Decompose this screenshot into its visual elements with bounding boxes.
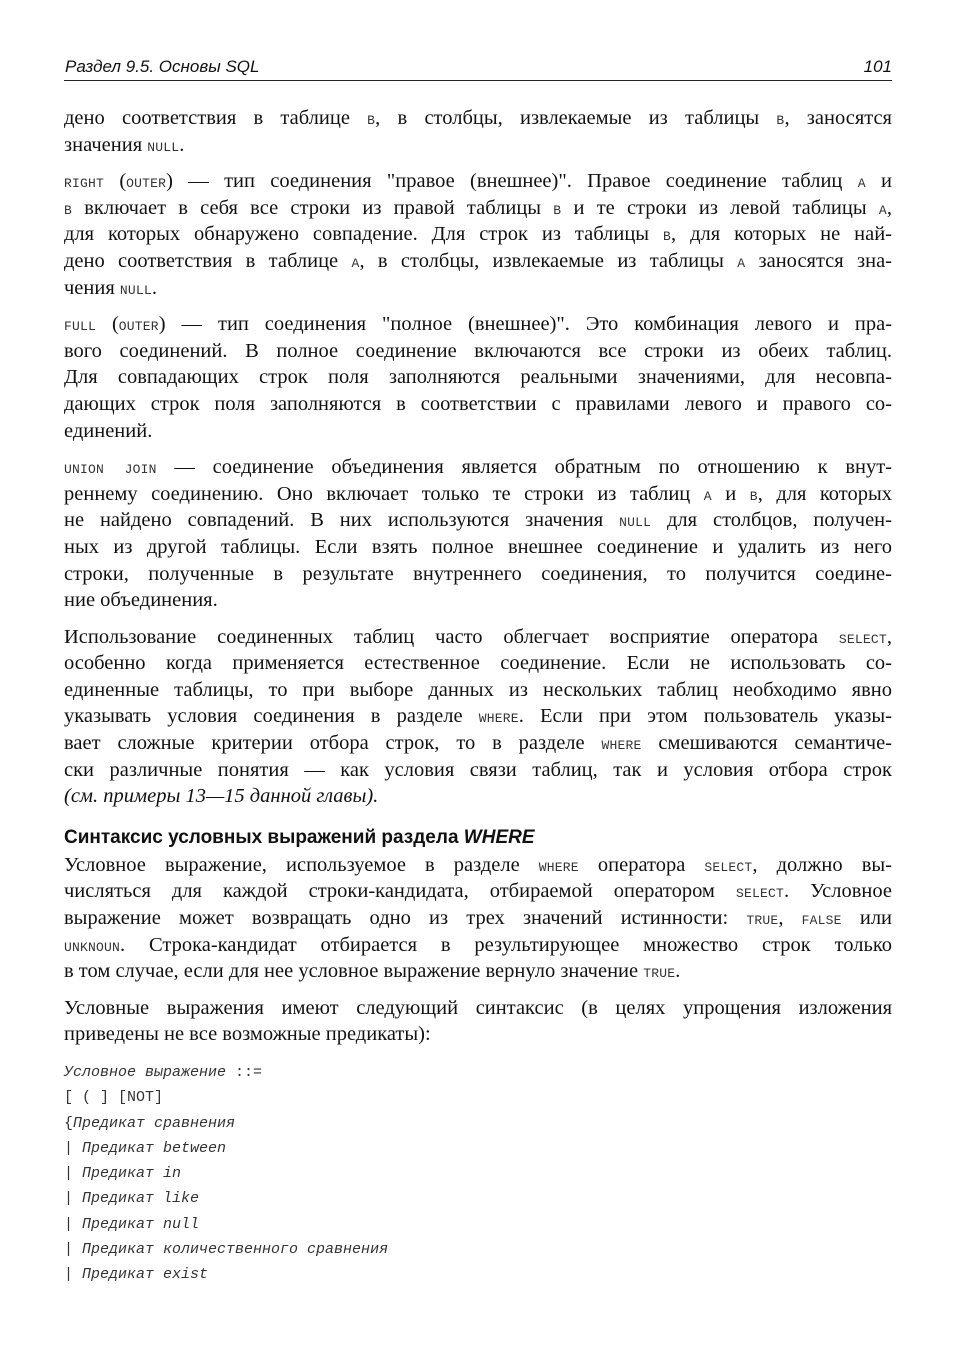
paragraph-syntax-intro — [64, 995, 892, 1048]
text-line: Условное выражение, используемое в разделе WHERE оператора SELECT, должно вы- — [64, 853, 892, 876]
text-line: единений. — [64, 419, 153, 442]
text-line: выражение может возвращать одно из трех значений истинности: TRUE, FALSE или — [64, 907, 892, 930]
text-line: FULL (OUTER) — тип соединения "полное (внешнее)". Это комбинация левого и пра- — [64, 313, 892, 336]
text-line: Использование соединенных таблиц часто облегчает восприятие оператора SELECT, — [64, 625, 892, 648]
text-line: ние объединения. — [64, 589, 218, 612]
text-line: значения NULL. — [64, 133, 185, 156]
text-line: B включает в себя все строки из правой таблицы B и те строки из левой таблицы A, — [64, 196, 892, 219]
code-line: | Предикат exist — [64, 1266, 209, 1284]
text-line: Для совпадающих строк поля заполняются реальными значениями, для несовпа- — [64, 366, 892, 389]
section-heading: Синтаксис условных выражений раздела WHERE — [64, 826, 535, 848]
text-line: (см. примеры 13—15 данной главы). — [64, 785, 379, 808]
text-line: дено соответствия в таблице B, в столбцы, извлекаемые из таблицы B, заносятся — [64, 107, 892, 129]
code-line: [ ( ] [NOT] — [64, 1089, 164, 1107]
code-line: {Предикат сравнения — [64, 1114, 236, 1132]
text-line: в том случае, если для нее условное выражение вернуло значение TRUE. — [64, 960, 681, 983]
section-title: Раздел 9.5. Основы SQL — [65, 57, 260, 76]
text-line: ски различные понятия — как условия связи таблиц, так и условия отбора строк — [64, 758, 892, 781]
text-line: не найдено совпадений. В них используются значения NULL для столбцов, получен- — [64, 509, 892, 532]
text-line: реннему соединению. Оно включает только те строки из таблиц A и B, для которых — [64, 482, 892, 505]
text-line: UNKNOUN. Строка-кандидат отбирается в результирующее множество строк только — [64, 933, 892, 956]
paragraph-joined-tables-usage — [64, 624, 892, 810]
code-line: | Предикат like — [64, 1190, 200, 1208]
text-line: UNION JOIN — соединение объединения является обратным по отношению к внут- — [64, 456, 892, 479]
text-line: указывать условия соединения в разделе WHERE. Если при этом пользователь указы- — [64, 705, 892, 728]
text-line: числяться для каждой строки-кандидата, отбираемой оператором SELECT. Условное — [64, 880, 892, 903]
text-line: единенные таблицы, то при выборе данных из нескольких таблиц необходимо явно — [64, 678, 892, 701]
paragraph-left-join-continuation — [64, 105, 892, 158]
code-line: | Предикат in — [64, 1165, 182, 1183]
text-line: чения NULL. — [64, 276, 158, 299]
text-line: для которых обнаружено совпадение. Для строк из таблицы B, для которых не най- — [64, 223, 892, 246]
code-line: Условное выражение ::= — [64, 1064, 263, 1081]
text-line: приведены не все возможные предикаты): — [64, 1023, 431, 1046]
text-line: RIGHT (OUTER) — тип соединения "правое (внешнее)". Правое соединение таблиц A и — [64, 170, 892, 193]
text-line: вает сложные критерии отбора строк, то в разделе WHERE смешиваются семантиче- — [64, 732, 892, 755]
paragraph-right-join — [64, 168, 892, 301]
text-line: дающих строк поля заполняются в соответствии с правилами левого и правого со- — [64, 392, 892, 415]
code-line: | Предикат null — [64, 1215, 200, 1233]
code-line: | Предикат количественного сравнения — [64, 1241, 389, 1259]
text-line: вого соединений. В полное соединение включаются все строки из обеих таблиц. — [64, 339, 892, 362]
paragraph-union-join — [64, 454, 892, 614]
page-body — [64, 105, 892, 1288]
running-header — [64, 56, 892, 81]
text-line: строки, полученные в результате внутреннего соединения, то получится соедине- — [64, 562, 892, 585]
text-line: ных из другой таблицы. Если взять полное внешнее соединение и удалить из него — [64, 535, 892, 558]
text-line: особенно когда применяется естественное соединение. Если не использовать со- — [64, 652, 892, 675]
text-line: Условные выражения имеют следующий синтаксис (в целях упрощения изложения — [64, 996, 892, 1019]
code-line: | Предикат between — [64, 1139, 227, 1157]
text-line: дено соответствия в таблице A, в столбцы, извлекаемые из таблицы A заносятся зна- — [64, 249, 892, 272]
paragraph-conditional-expression — [64, 852, 892, 985]
syntax-code-block — [64, 1060, 892, 1288]
page-number: 101 — [863, 57, 892, 76]
paragraph-full-join — [64, 311, 892, 444]
